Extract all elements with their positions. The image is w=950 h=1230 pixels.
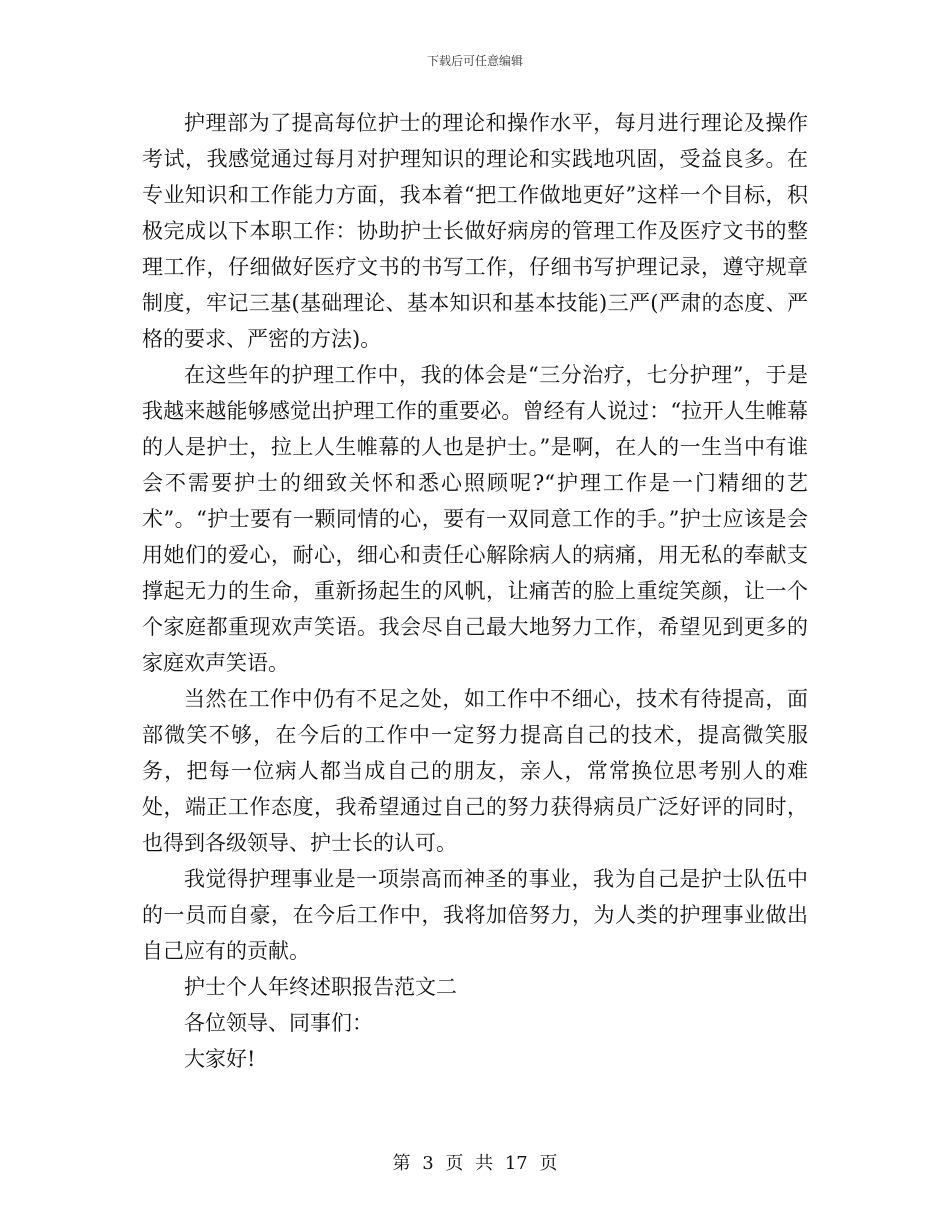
body-paragraph: 当然在工作中仍有不足之处，如工作中不细心，技术有待提高，面部微笑不够，在今后的工作中一定努力提高自己的技术，提高微笑服务，把每一位病人都当成自己的朋友，亲人，常常换位思考别人的难处，端正工作态度，我希望通过自己的努力获得病员广泛好评的同时，也得到各级领导、护士长的认可。 [142, 687, 808, 855]
document-body [142, 105, 808, 1077]
salutation: 各位领导、同事们： [184, 1011, 373, 1035]
body-paragraph: 我觉得护理事业是一项崇高而神圣的事业，我为自己是护士队伍中的一员而自豪，在今后工作中，我将加倍努力，为人类的护理事业做出自己应有的贡献。 [142, 867, 808, 963]
page-number: 第 3 页 共 17 页 [392, 1153, 558, 1174]
body-paragraph: 在这些年的护理工作中，我的体会是“三分治疗，七分护理”，于是我越来越能够感觉出护理工作的重要必。曾经有人说过：“拉开人生帷幕的人是护士，拉上人生帷幕的人也是护士。”是啊，在人的一生当中有谁会不需要护士的细致关怀和悉心照顾呢?“护理工作是一门精细的艺术”。“护士要有一颗同情的心，要有一双同意工作的手。”护士应该是会用她们的爱心，耐心，细心和责任心解除病人的病痛，用无私的奉献支撑起无力的生命，重新扬起生的风帆，让痛苦的脸上重绽笑颜，让一个个家庭都重现欢声笑语。我会尽自己最大地努力工作，希望见到更多的家庭欢声笑语。 [142, 363, 808, 675]
page-header-note: 下载后可任意编辑 [426, 54, 523, 68]
greeting: 大家好! [184, 1047, 256, 1071]
section-title: 护士个人年终述职报告范文二 [184, 975, 457, 999]
body-paragraph: 护理部为了提高每位护士的理论和操作水平，每月进行理论及操作考试，我感觉通过每月对护理知识的理论和实践地巩固，受益良多。在专业知识和工作能力方面，我本着“把工作做地更好”这样一个目标，积极完成以下本职工作：协助护士长做好病房的管理工作及医疗文书的整理工作，仔细做好医疗文书的书写工作，仔细书写护理记录，遵守规章制度，牢记三基(基础理论、基本知识和基本技能)三严(严肃的态度、严格的要求、严密的方法)。 [142, 111, 808, 351]
